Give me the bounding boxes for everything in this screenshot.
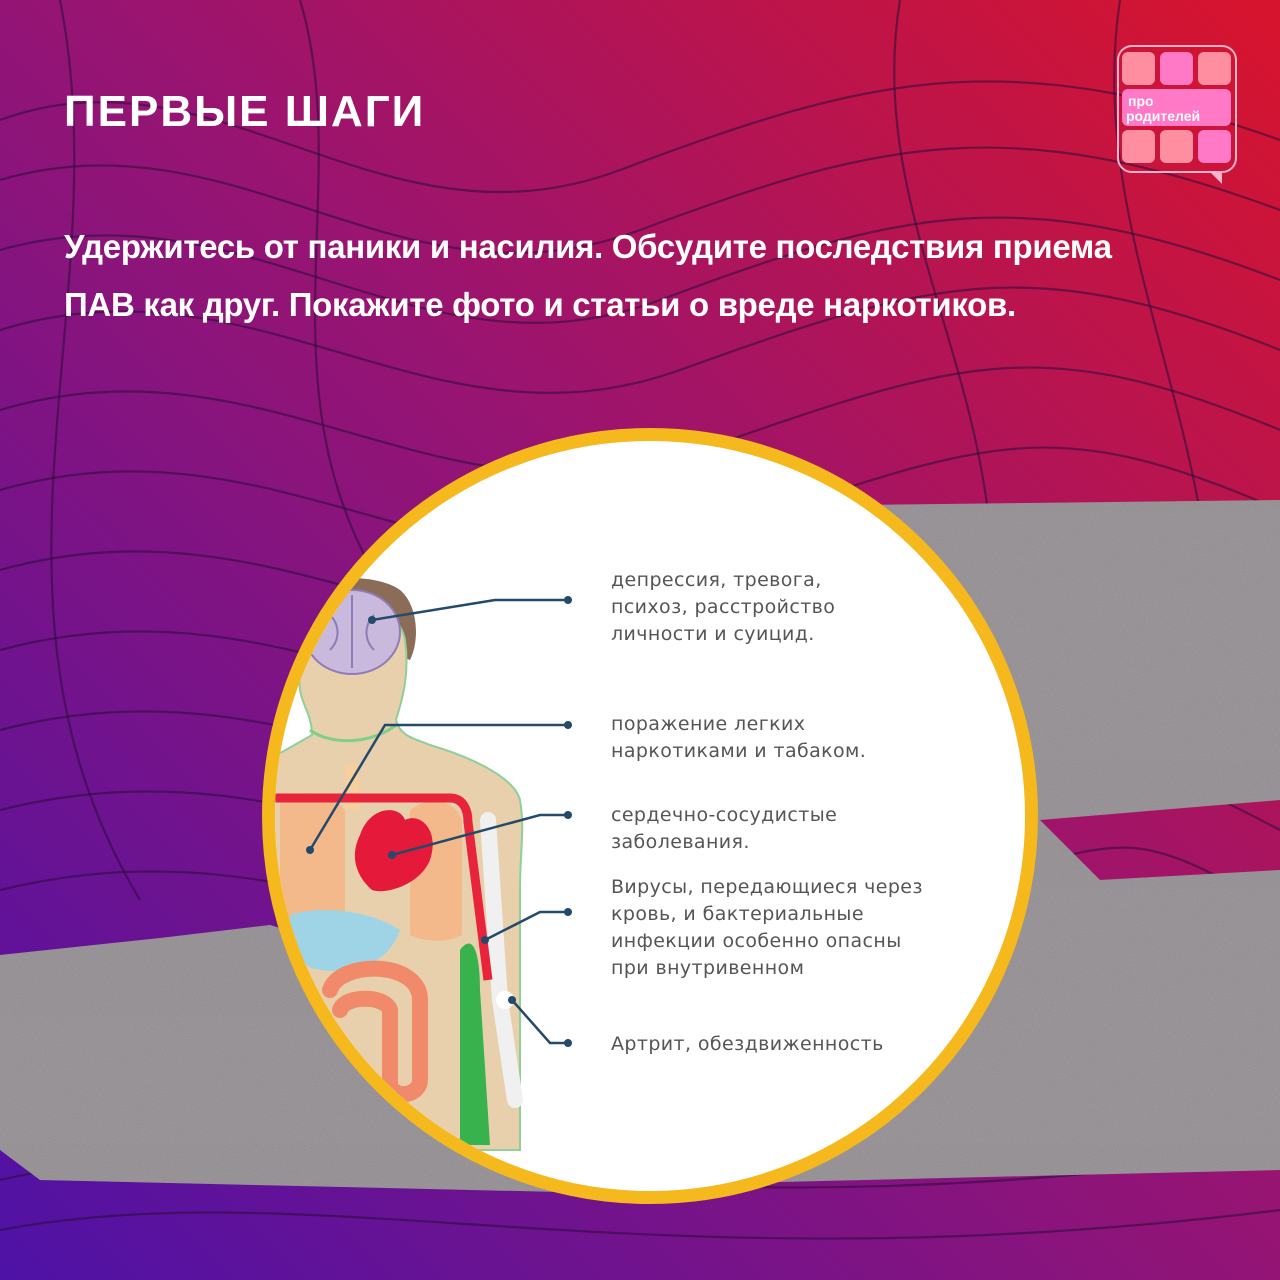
pro-roditeley-logo (1116, 44, 1240, 184)
effect-label-heart: сердечно-сосудистые заболевания. (611, 804, 838, 853)
intro-text: Удержитесь от паники и насилия. Обсудите последствия приема ПАВ как друг. Покажите фото и статьи о вреде наркотиков. (64, 228, 1112, 323)
logo-line2: родителей (1126, 108, 1201, 124)
page-title: ПЕРВЫЕ ШАГИ (64, 87, 426, 136)
logo-line1: про (1128, 93, 1154, 109)
effect-label-brain: депрессия, тревога, психоз, расстройство личности и суицид. (611, 569, 836, 645)
effect-label-lungs: поражение легких наркотиками и табаком. (611, 713, 867, 762)
diagram-circle (262, 428, 1038, 1204)
effect-label-blood: Вирусы, передающиеся через кровь, и бактериальные инфекции особенно опасны при внутривенном (611, 876, 923, 979)
effect-label-joints: Артрит, обездвиженность (611, 1033, 884, 1055)
